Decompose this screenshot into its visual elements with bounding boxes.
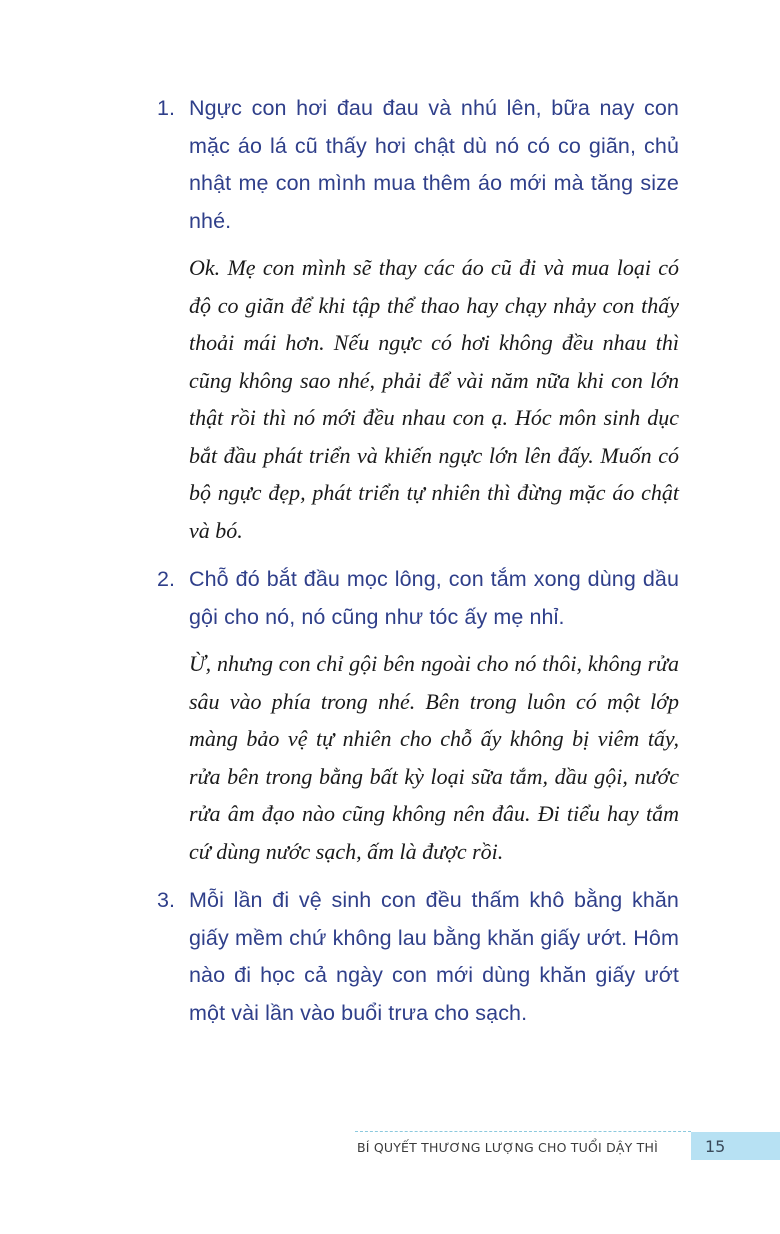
answer-1: Ok. Mẹ con mình sẽ thay các áo cũ đi và mua loại có độ co giãn để khi tập thể thao hay chạy nhảy con thấy thoải mái hơn. Nếu ngực có hơi không đều nhau thì cũng không sao nhé, phải để vài năm nữa khi con lớn thật rồi thì nó mới đều nhau con ạ. Hóc môn sinh dục bắt đầu phát triển và khiến ngực lớn lên đấy. Muốn có bộ ngực đẹp, phát triển tự nhiên thì đừng mặc áo chật và bó. [189,255,679,543]
question-2 [157,561,679,636]
page-number-band [691,1132,780,1160]
page-number: 15 [705,1137,726,1156]
answer-2: Ừ, nhưng con chỉ gội bên ngoài cho nó thôi, không rửa sâu vào phía trong nhé. Bên trong luôn có một lớp màng bảo vệ tự nhiên cho chỗ ấy không bị viêm tấy, rửa bên trong bằng bất kỳ loại sữa tắm, dầu gội, nước rửa âm đạo nào cũng không nên đâu. Đi tiểu hay tắm cứ dùng nước sạch, ấm là được rồi. [189,651,679,864]
qa-list [157,90,679,1032]
question-text: Mỗi lần đi vệ sinh con đều thấm khô bằng khăn giấy mềm chứ không lau bằng khăn giấy ướt. Hôm nào đi học cả ngày con mới dùng khăn giấy ướt một vài lần vào buổi trưa cho sạch. [189,888,679,1025]
question-1 [157,90,679,240]
item-number: 2. [157,567,176,591]
running-footer-title: BÍ QUYẾT THƯƠNG LƯỢNG CHO TUỔI DẬY THÌ [357,1140,658,1155]
qa-item-2 [157,561,679,870]
qa-item-3 [157,882,679,1032]
footer-dashed-divider [355,1131,691,1132]
page-footer [355,1131,780,1161]
qa-item-1 [157,90,679,549]
question-text: Chỗ đó bắt đầu mọc lông, con tắm xong dùng dầu gội cho nó, nó cũng như tóc ấy mẹ nhỉ. [189,567,679,629]
item-number: 1. [157,96,176,120]
item-number: 3. [157,888,176,912]
question-text: Ngực con hơi đau đau và nhú lên, bữa nay con mặc áo lá cũ thấy hơi chật dù nó có co giãn, chủ nhật mẹ con mình mua thêm áo mới mà tăng size nhé. [189,96,679,233]
question-3 [157,882,679,1032]
